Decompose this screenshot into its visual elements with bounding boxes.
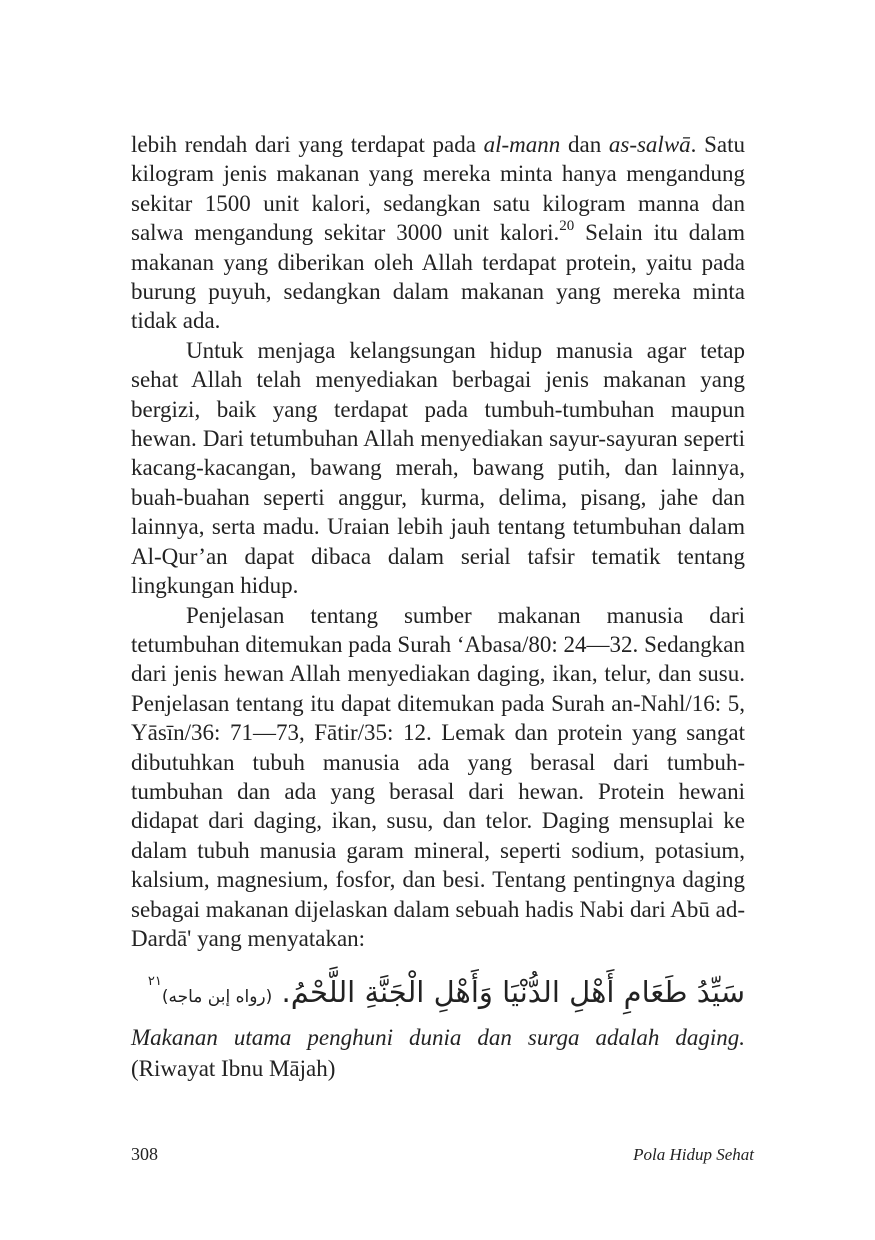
body-text	[131, 130, 745, 953]
paragraph-2: Untuk menjaga kelangsungan hidup manusia agar tetap sehat Allah telah menyediakan berbagai jenis makanan yang bergizi, baik yang terdapat pada tumbuh-tumbuhan maupun hewan. Dari tetumbuhan Allah menyediakan sayur-sayuran seperti kacang-kacangan, bawang merah, bawang putih, dan lainnya, buah-buahan seperti anggur, kurma, delima, pisang, jahe dan lainnya, serta madu. Uraian lebih jauh tentang tetumbuhan dalam Al-Qur’an dapat dibaca dalam serial tafsir tematik tentang lingkungan hidup.	[131, 337, 745, 599]
hadith-source: (رواه إبن ماجه)	[161, 987, 273, 1007]
running-title: Pola Hidup Sehat	[633, 1145, 754, 1164]
paragraph-1-text-a: lebih rendah dari yang terdapat pada	[131, 132, 484, 157]
term-as-salwa: as-salwā	[608, 132, 691, 157]
hadith-arabic	[131, 962, 745, 1027]
page-number: 308	[131, 1144, 158, 1164]
paragraph-1-text-d: Selain itu dalam makanan yang diberikan oleh Allah terdapat protein, yaitu pada burung puyuh, sedangkan dalam makanan yang mereka minta tidak ada.	[131, 220, 745, 334]
hadith-translation	[131, 1022, 745, 1084]
paragraph-1-text-b: dan	[560, 132, 609, 157]
translation-italic: Makanan utama penghuni dunia dan surga adalah daging.	[131, 1025, 745, 1050]
hadith-text: سَيِّدُ طَعَامِ أَهْلِ الدُّنْيَا وَأَهْلِ الْجَنَّةِ اللَّحْمُ.	[281, 975, 745, 1009]
term-al-mann: al-mann	[483, 132, 561, 157]
paragraph-3: Penjelasan tentang sumber makanan manusia dari tetumbuhan ditemukan pada Surah ‘Abasa/80: 24—32. Sedangkan dari jenis hewan Allah menyediakan daging, ikan, telur, dan susu. Penjelasan tentang itu dapat ditemukan pada Surah an-Nahl/16: 5, Yāsīn/36: 71—73, Fātir/35: 12. Lemak dan protein yang sangat dibutuhkan tubuh manusia ada yang berasal dari tumbuh-tumbuhan dan ada yang berasal dari hewan. Protein hewani didapat dari daging, ikan, susu, dan telor. Daging mensuplai ke dalam tubuh manusia garam mineral, seperti sodium, potasium, kalsium, magnesium, fosfor, dan besi. Tentang pentingnya daging sebagai makanan dijelaskan dalam sebuah hadis Nabi dari Abū ad-Dardā' yang menyatakan:	[131, 602, 745, 951]
paragraph-1	[131, 130, 745, 336]
footnote-ref-21[interactable]: ٢١	[147, 974, 162, 990]
footnote-ref-20[interactable]: 20	[559, 217, 575, 234]
translation-source: (Riwayat Ibnu Mājah)	[131, 1056, 336, 1081]
paragraph-1-text-c: . Satu kilogram jenis makanan yang mereka minta hanya mengandung sekitar 1500 unit kalori, sedangkan satu kilogram manna dan salwa mengandung sekitar 3000 unit kalori.	[131, 132, 745, 246]
